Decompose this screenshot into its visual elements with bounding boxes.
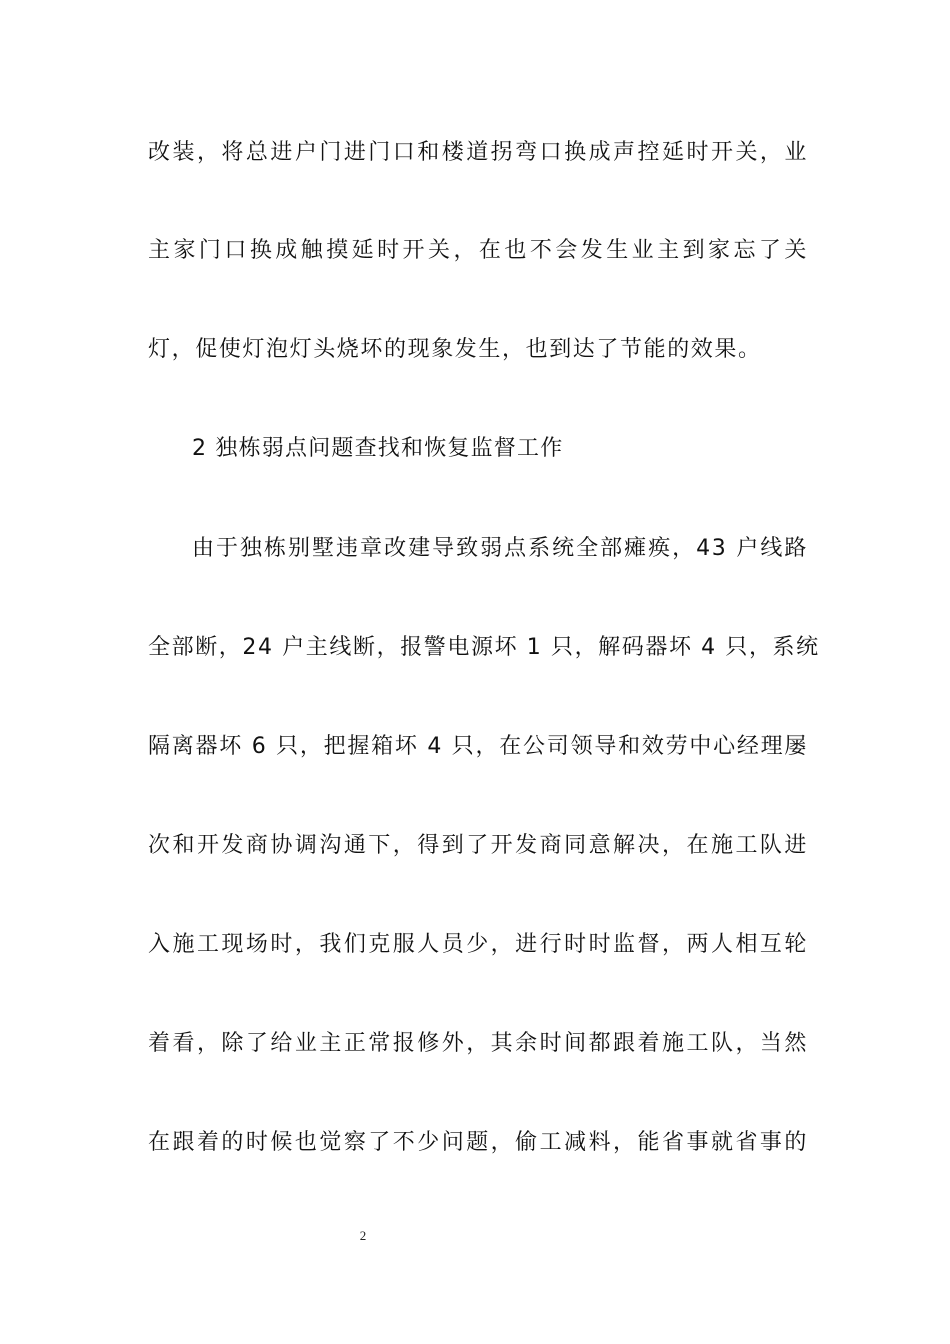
paragraph-line-10: 在跟着的时候也觉察了不少问题，偷工减料，能省事就省事的 [148,1130,808,1155]
paragraph-line-6: 隔离器坏 6 只，把握箱坏 4 只，在公司领导和效劳中心经理屡 [148,734,808,759]
paragraph-line-7: 次和开发商协调沟通下，得到了开发商同意解决，在施工队进 [148,833,808,858]
paragraph-line-9: 着看，除了给业主正常报修外，其余时间都跟着施工队，当然 [148,1031,808,1056]
paragraph-line-5: 全部断，24 户主线断，报警电源坏 1 只，解码器坏 4 只，系统 [148,635,820,660]
paragraph-line-8: 入施工现场时，我们克服人员少，进行时时监督，两人相互轮 [148,932,808,957]
paragraph-line-3: 灯，促使灯泡灯头烧坏的现象发生，也到达了节能的效果。 [148,337,762,362]
page-number: 2 [359,1228,367,1243]
section-heading: 2 独栋弱点问题查找和恢复监督工作 [192,436,564,461]
paragraph-line-2: 主家门口换成触摸延时开关，在也不会发生业主到家忘了关 [148,238,808,263]
paragraph-line-4: 由于独栋别墅违章改建导致弱点系统全部瘫痪，43 户线路 [192,536,808,561]
paragraph-line-1: 改装，将总进户门进门口和楼道拐弯口换成声控延时开关，业 [148,140,808,165]
